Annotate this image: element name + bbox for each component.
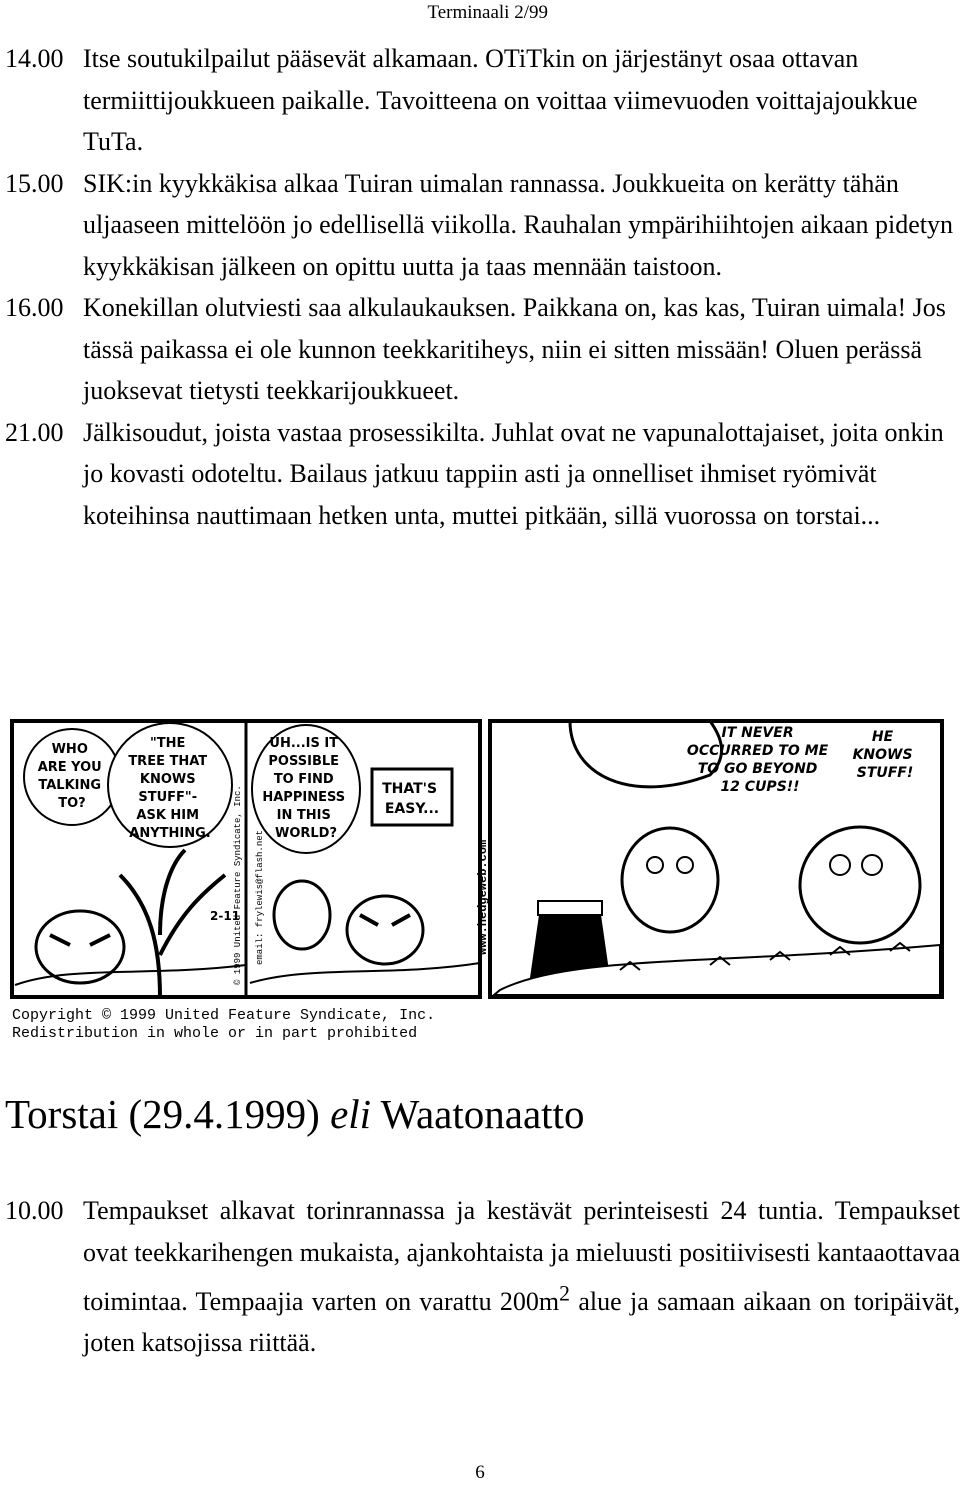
entry-time: 21.00: [5, 417, 64, 447]
comic-speech-line: STUFF"-: [138, 790, 198, 805]
entry-time: 15.00: [5, 168, 64, 198]
comic-date: 2-11: [210, 909, 241, 923]
entry-time: 10.00: [5, 1196, 64, 1225]
entry-text: SIK:in kyykkäkisa alkaa Tuiran uimalan rannassa. Joukkueita on kerätty tähän uljaaseen mittelöön jo edellisellä viikolla. Rauhalan ympärihiihtojen aikaan pidetyn kyykkäkisan jälkeen on opittu uutta ja taas mennään taistoon.: [83, 168, 954, 281]
comic-speech-line: HE: [871, 729, 894, 745]
entry-text-part: Tempaukset alkavat torinrannassa ja kestävät perinteisesti 24 tuntia. Tempaukset ovat teekkarihengen mukaista, ajankohtaista ja mieluusti positiivisesti kantaaottavaa toimintaa. Tempaajia varten on varattu 200m: [83, 1196, 960, 1316]
comic-speech-line: THAT'S: [382, 781, 438, 797]
character-illustration: [622, 828, 718, 932]
page-number: 6: [475, 1462, 485, 1483]
comic-speech-line: IN THIS: [276, 808, 331, 823]
schedule-entry: [5, 163, 960, 288]
schedule-entry: [5, 412, 960, 537]
comic-side-text: www.hedgeweb.com: [476, 839, 490, 955]
character-illustration: [347, 896, 423, 964]
comic-speech-line: TO FIND: [273, 772, 334, 787]
comic-speech-line: EASY...: [384, 801, 440, 817]
section-title: [5, 1090, 584, 1138]
comic-speech-line: KNOWS: [852, 747, 913, 763]
comic-speech-line: WORLD?: [274, 826, 338, 841]
comic-speech-line: KNOWS: [139, 772, 196, 787]
comic-speech-line: UH...IS IT: [269, 736, 339, 751]
schedule-entry: [5, 287, 960, 412]
comic-speech-line: 12 CUPS!!: [720, 779, 800, 795]
comic-speech-line: IT NEVER: [721, 725, 794, 741]
schedule-entry: [5, 1190, 960, 1364]
schedule-entry: [5, 38, 960, 163]
character-illustration: [274, 881, 330, 949]
comic-speech-line: TREE THAT: [128, 754, 208, 769]
entry-time: 16.00: [5, 293, 64, 322]
entry-text: [83, 1196, 960, 1357]
entry-text: Jälkisoudut, joista vastaa prosessikilta. Juhlat ovat ne vapunalottajaiset, joita onkin jo kovasti odoteltu. Bailaus jatkuu tappiin asti ja onnelliset ihmiset ryömivät koteihinsa nauttimaan hetken unta, muttei pitkään, sillä vuorossa on torstai...: [83, 417, 944, 530]
comic-speech-line: ANYTHING.: [129, 826, 211, 841]
entry-text-part: alue ja samaan aikaan on toripäivät, joten katsojissa riittää.: [83, 1286, 960, 1358]
comic-copyright-line: Copyright © 1999 United Feature Syndicate, Inc.: [12, 1007, 436, 1024]
comic-speech-line: ARE YOU: [37, 760, 102, 775]
entry-text: Itse soutukilpailut pääsevät alkamaan. OTiTkin on järjestänyt osaa ottavan termiittijoukkueen paikalle. Tavoitteena on voittaa viimevuoden voittajajoukkue TuTa.: [83, 44, 918, 156]
schedule-list-thursday: [5, 1190, 960, 1364]
comic-speech-line: WHO: [51, 742, 88, 757]
comic-strip: [10, 715, 946, 1045]
section-title-emphasis: eli: [330, 1091, 372, 1137]
comic-speech-line: "THE: [150, 736, 186, 751]
comic-speech-line: TO?: [58, 796, 86, 811]
comic-speech-line: TALKING: [38, 778, 102, 793]
comic-speech-line: OCCURRED TO ME: [686, 743, 829, 759]
entry-time: 14.00: [5, 44, 64, 73]
comic-speech-line: POSSIBLE: [268, 754, 340, 769]
page-header: Terminaali 2/99: [427, 2, 548, 23]
entry-text: Konekillan olutviesti saa alkulaukauksen. Paikkana on, kas kas, Tuiran uimala! Jos tässä paikassa ei ole kunnon teekkaritiheys, niin ei sitten missään! Oluen perässä juoksevat tietysti teekkarijoukkueet.: [83, 293, 946, 405]
section-title-prefix: Torstai (29.4.1999): [5, 1091, 331, 1137]
comic-speech-line: TO GO BEYOND: [697, 761, 818, 777]
comic-speech-line: HAPPINESS: [262, 790, 346, 805]
comic-side-text: email: frylewis@flash.net: [255, 829, 265, 965]
section-title-suffix: Waatonaatto: [371, 1091, 585, 1137]
comic-copyright-line: Redistribution in whole or in part prohibited: [12, 1025, 418, 1042]
comic-side-text: © 1999 United Feature Syndicate, Inc.: [233, 785, 243, 985]
superscript: 2: [559, 1281, 570, 1305]
character-illustration: [800, 827, 920, 943]
comic-speech-line: STUFF!: [856, 765, 914, 781]
comic-speech-line: ASK HIM: [136, 808, 200, 823]
schedule-list: [5, 38, 960, 536]
